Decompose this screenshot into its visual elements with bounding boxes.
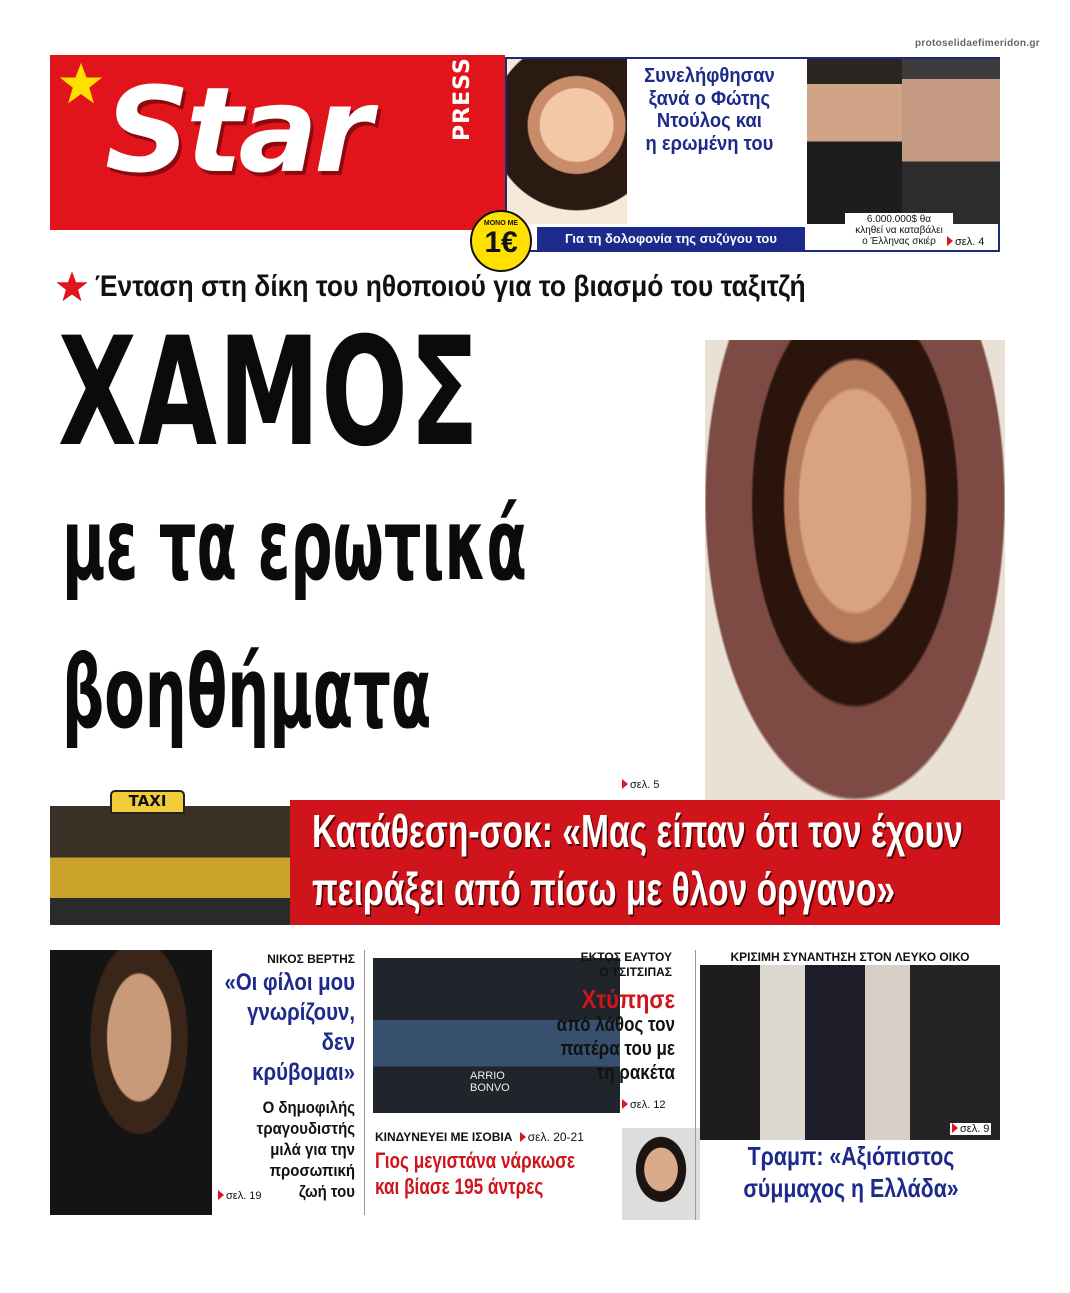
section-label: ΝΙΚΟΣ ΒΕΡΤΗΣ <box>267 952 355 966</box>
divider <box>364 950 365 1215</box>
top-story-bar: Για τη δολοφονία της συζύγου του <box>537 227 805 251</box>
white-house-photo <box>700 965 1000 1140</box>
top-story-box <box>505 57 1000 252</box>
price-badge: ΜΟΝΟ ΜΕ 1€ <box>470 210 532 272</box>
main-headline-line1: ΧΑΜΟΣ <box>58 306 481 480</box>
divider <box>695 950 696 1220</box>
page-ref: σελ. 12 <box>622 1099 666 1111</box>
star-icon <box>58 61 104 107</box>
top-story-headline: Συνελήφθησαν ξανά ο Φώτης Ντούλος και η ερωμένη του <box>644 65 775 155</box>
red-band-text: Κατάθεση-σοκ: «Μας είπαν ότι τον έχουν πειράξει από πίσω με θλον όργανο» <box>312 805 963 915</box>
issue-date: Τετάρτη 8 Ιανουαρίου 2020 <box>195 232 327 244</box>
issue-line <box>180 232 433 244</box>
actor-photo <box>705 340 1005 800</box>
young-man-photo <box>622 1128 700 1220</box>
woman-photo <box>507 59 627 224</box>
trump-headline: Τραμπ: «Αξιόπιστος σύμμαχος η Ελλάδα» <box>743 1141 959 1203</box>
kicker: Ένταση στη δίκη του ηθοποιού για το βιασμό του ταξιτζή <box>95 270 806 303</box>
issue-number: Αρ. Φύλλου 1.639 <box>344 232 433 244</box>
triangle-icon <box>622 1099 628 1109</box>
logo: Star <box>105 61 369 199</box>
section-label: ΚΙΝΔΥΝΕΥΕΙ ΜΕ ΙΣΟΒΙΑ σελ. 20-21 <box>375 1130 584 1144</box>
triangle-icon <box>952 1123 958 1133</box>
man-photo <box>902 59 1000 224</box>
sponsor-board: ARRIO BONVO <box>470 1070 510 1094</box>
red-star-icon <box>55 270 89 304</box>
triangle-icon <box>622 779 628 789</box>
page-ref: σελ. 9 <box>950 1123 991 1135</box>
top-story-caption: 6.000.000$ θα κληθεί να καταβάλει ο Έλληνας σκιέρ <box>845 213 953 248</box>
singer-quote: «Οι φίλοι μου γνωρίζουν, δεν κρύβομαι» <box>224 969 355 1086</box>
triangle-icon <box>947 236 953 246</box>
watermark: protoselidaefimeridon.gr <box>915 38 1040 49</box>
page-ref: σελ. 19 <box>218 1190 262 1202</box>
logo-subtitle: PRESS <box>450 57 475 141</box>
tennis-headline: Χτύπησε από λάθος τον πατέρα του με τη ρακέτα <box>556 984 675 1084</box>
masthead <box>50 55 505 244</box>
taxi-sign: TAXI <box>110 790 185 814</box>
triangle-icon <box>218 1190 224 1200</box>
main-headline-line3: βοηθήματα <box>62 634 432 751</box>
section-label: ΕΚΤΟΣ ΕΑΥΤΟΥ Ο ΤΣΙΤΣΙΠΑΣ <box>580 950 672 979</box>
triangle-icon <box>520 1132 526 1142</box>
woman-photo-2 <box>807 59 902 224</box>
singer-photo <box>50 950 212 1215</box>
main-headline-line2: με τα ερωτικά <box>62 486 527 603</box>
singer-body: Ο δημοφιλής τραγουδιστής μιλά για την προσωπική ζωή του <box>256 1098 355 1201</box>
page-ref: σελ. 4 <box>947 236 984 248</box>
page-ref: σελ. 5 <box>622 779 659 791</box>
section-label: ΚΡΙΣΙΜΗ ΣΥΝΑΝΤΗΣΗ ΣΤΟΝ ΛΕΥΚΟ ΟΙΚΟ <box>730 950 970 964</box>
young-headline: Γιος μεγιστάνα νάρκωσε και βίασε 195 άντρες <box>375 1148 576 1199</box>
